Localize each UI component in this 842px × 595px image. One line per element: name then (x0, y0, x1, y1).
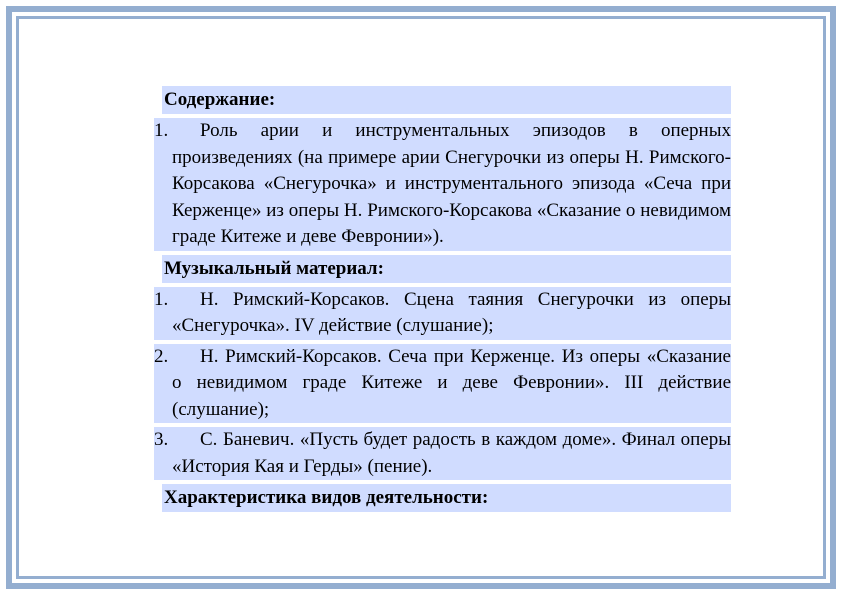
item-text: Роль арии и инструментальных эпизодов в оперных произведениях (на примере арии Снегурочки из оперы Н. Римского-Корсакова «Снегурочка» и инструментального эпизода «Сеча при Керженце» из оперы Н. Римского-Корсакова «Сказание о невидимом граде Китеже и деве Февронии»). (172, 120, 731, 247)
item-number: 2. (154, 345, 169, 367)
item-text: С. Баневич. «Пусть будет радость в каждом доме». Финал оперы «История Кая и Герды» (пение). (172, 429, 731, 477)
item-number: 3. (154, 429, 169, 450)
material-item (154, 287, 731, 340)
item-number: 1. (154, 120, 169, 141)
activity-heading: Характеристика видов деятельности: (162, 484, 731, 512)
item-text: Н. Римский-Корсаков. Сеча при Керженце. Из оперы «Сказание о невидимом граде Китеже и деве Февронии». III действие (слушание); (172, 345, 731, 420)
item-text: Н. Римский-Корсаков. Сцена таяния Снегурочки из оперы «Снегурочка». IV действие (слушание); (172, 288, 731, 336)
material-item (154, 344, 731, 424)
document-body (154, 86, 731, 512)
item-number: 1. (154, 288, 169, 310)
material-item (154, 427, 731, 480)
content-heading: Содержание: (162, 86, 731, 114)
material-heading: Музыкальный материал: (162, 255, 731, 283)
content-item (154, 118, 731, 251)
